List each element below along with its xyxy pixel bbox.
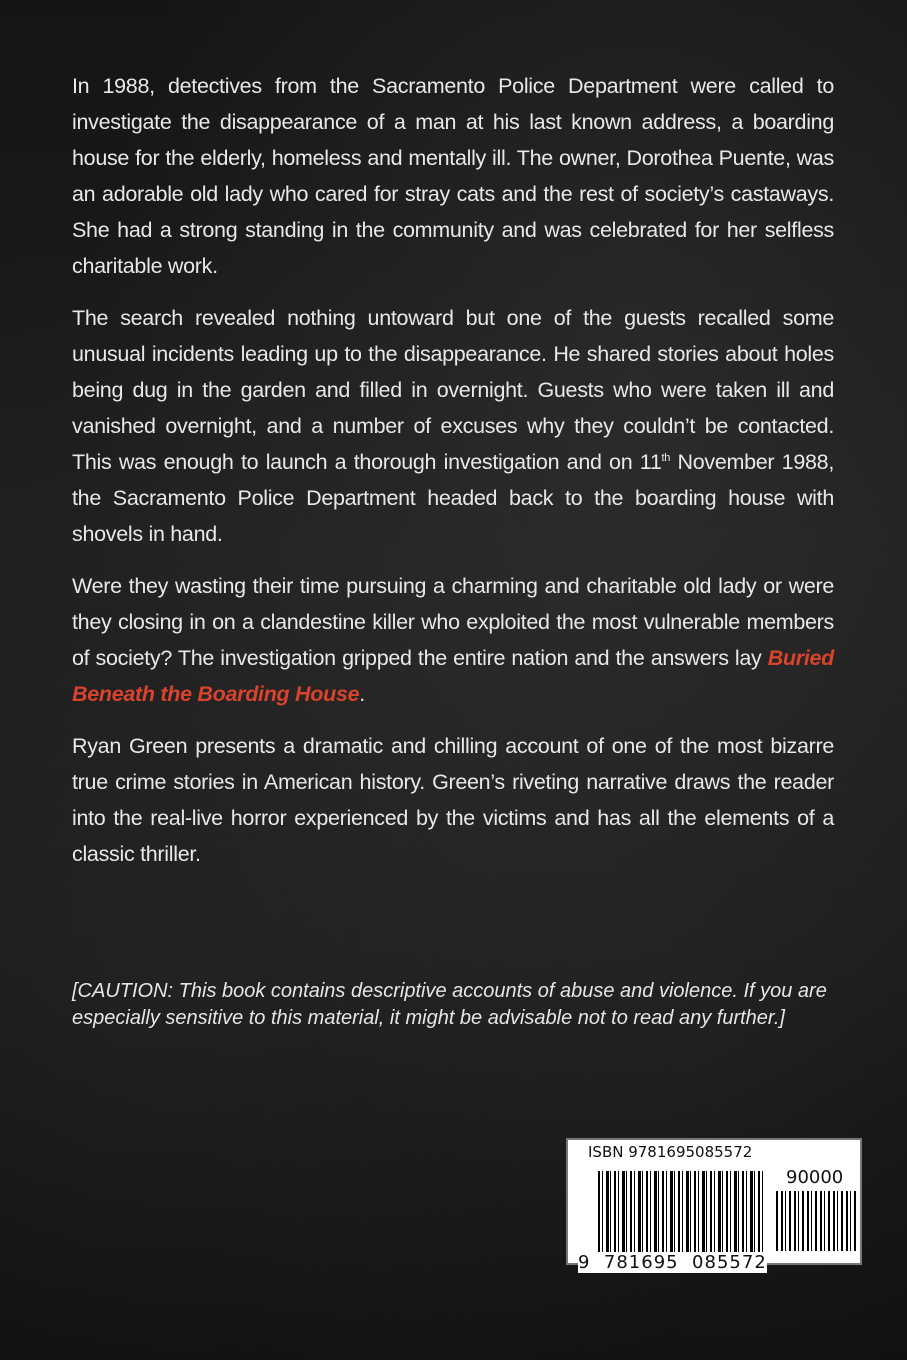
addon-barcode-bars	[776, 1191, 856, 1251]
paragraph-1: In 1988, detectives from the Sacramento Police Department were called to investigate the disappearance of a man at his last known address, a boarding house for the elderly, homeless and mentally ill. The owner, Dorothea Puente, was an adorable old lady who cared for stray cats and the rest of society’s castaways. She had a strong standing in the community and was celebrated for her selfless charitable work.	[72, 74, 834, 278]
price-addon-number: 90000	[786, 1167, 844, 1188]
paragraph-2-text: The search revealed nothing untoward but one of the guests recalled some unusual incidents leading up to the disappearance. He shared stories about holes being dug in the garden and filled in overnight. Guests who were taken ill and vanished overnight, and a number of excuses why they couldn’t be contacted. This was enough to launch a thorough investigation and on 11	[72, 306, 834, 474]
paragraph-2	[72, 300, 834, 552]
paragraph-4: Ryan Green presents a dramatic and chilling account of one of the most bizarre true crime stories in American history. Green’s riveting narrative draws the reader into the real-live horror experienced by the victims and has all the elements of a classic thriller.	[72, 734, 834, 866]
paragraph-3	[72, 568, 834, 712]
paragraph-3-text: Were they wasting their time pursuing a charming and charitable old lady or were they closing in on a clandestine killer who exploited the most vulnerable members of society? The investigation gripped the entire nation and the answers lay	[72, 574, 834, 670]
barcode-bars	[598, 1171, 763, 1252]
book-title-highlight: Buried Beneath the Boarding House	[72, 646, 834, 706]
barcode-digits: 9 781695 085572	[578, 1252, 767, 1273]
caution-note: [CAUTION: This book contains descriptive accounts of abuse and violence. If you are especially sensitive to this material, it might be advisable not to read any further.]	[72, 980, 827, 1029]
ordinal-suffix: th	[661, 451, 671, 464]
blurb	[72, 68, 834, 888]
isbn-label: ISBN 9781695085572	[588, 1143, 753, 1161]
paragraph-2-text-end: November 1988, the Sacramento Police Department headed back to the boarding house with shovels in hand.	[72, 450, 834, 546]
paragraph-3-text-end: .	[359, 682, 365, 706]
isbn-barcode	[566, 1138, 862, 1273]
